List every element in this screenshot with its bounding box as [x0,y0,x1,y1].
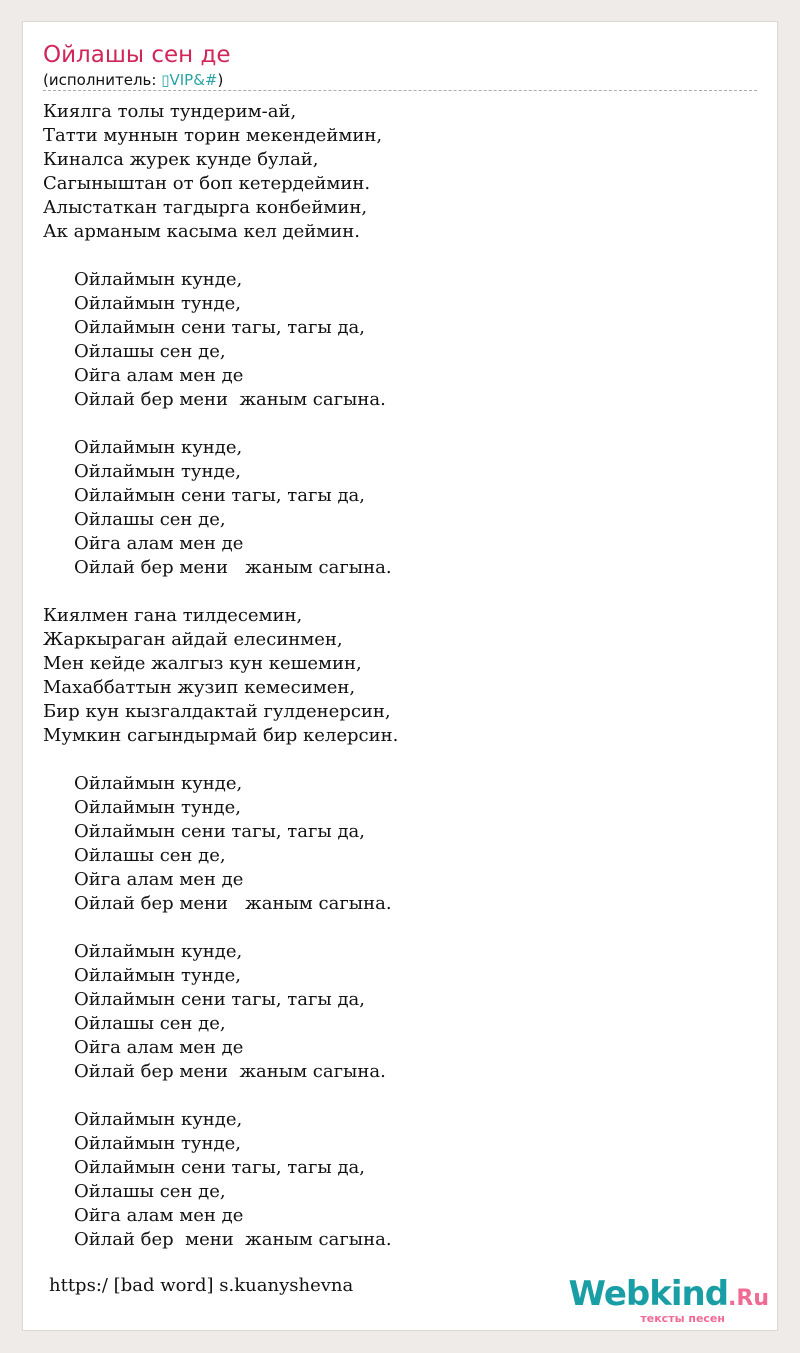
lyric-line: Ойлай бер мени жаным сагына. [74,557,392,578]
chorus-stanza [43,268,398,412]
logo-wordmark [569,1276,769,1312]
lyric-line: Ойлай бер мени жаным сагына. [74,389,386,410]
lyric-line: Мен кейде жалгыз кун кешемин, [43,653,362,674]
lyric-line: Ойлаймын кунде, [74,773,243,794]
lyric-line: Ойлашы сен де, [74,1013,226,1034]
logo-tagline: тексты песен [640,1312,725,1325]
lyric-line: Бир кун кызгалдактай гулденерсин, [43,701,391,722]
lyric-line: Ойлай бер мени жаным сагына. [74,1061,386,1082]
lyric-line: Ойлашы сен де, [74,341,226,362]
artist-line [43,72,223,89]
lyric-line: Ойлаймын тунде, [74,965,241,986]
lyric-line: Ойлашы сен де, [74,1181,226,1202]
divider [43,90,757,91]
lyric-line: Махаббаттын жузип кемесимен, [43,677,356,698]
lyric-line: Ойлаймын кунде, [74,1109,243,1130]
chorus-stanza [43,1108,398,1252]
lyric-line: Алыстаткан тагдырга конбеймин, [43,197,368,218]
lyric-line: Ойга алам мен де [74,365,244,386]
lyric-line: Ойлаймын тунде, [74,461,241,482]
webkind-logo[interactable] [569,1276,769,1326]
artist-link[interactable]: ▯VIP&# [161,71,218,89]
lyric-line: Ойлаймын тунде, [74,293,241,314]
lyric-line: Ойлаймын сени тагы, тагы да, [74,485,366,506]
lyrics-text [43,100,398,1276]
lyric-line: Ойлаймын сени тагы, тагы да, [74,317,366,338]
lyric-line: Ойга алам мен де [74,1037,244,1058]
lyric-line: Ойлаймын тунде, [74,1133,241,1154]
verse-stanza [43,604,398,748]
artist-prefix: (исполнитель: [43,71,162,89]
lyrics-card [22,21,778,1331]
lyric-line: Киялга толы тундерим-ай, [43,101,297,122]
lyric-line: Ойлай бер мени жаным сагына. [74,1229,392,1250]
lyric-line: Ойга алам мен де [74,1205,244,1226]
lyric-line: Киналса журек кунде булай, [43,149,319,170]
lyric-line: Ойлаймын кунде, [74,437,243,458]
lyric-line: Ойга алам мен де [74,869,244,890]
lyric-line: Киялмен гана тилдесемин, [43,605,303,626]
lyric-line: Ойлаймын сени тагы, тагы да, [74,989,366,1010]
lyric-line: Татти муннын торин мекендеймин, [43,125,383,146]
lyric-line: Мумкин сагындырмай бир келерсин. [43,725,399,746]
chorus-stanza [43,940,398,1084]
lyric-line: Ойлаймын сени тагы, тагы да, [74,1157,366,1178]
lyric-line: Ойлашы сен де, [74,845,226,866]
chorus-stanza [43,436,398,580]
lyric-line: Ойлаймын сени тагы, тагы да, [74,821,366,842]
lyric-line: Ойлашы сен де, [74,509,226,530]
chorus-stanza [43,772,398,916]
lyric-line: Ойлаймын тунде, [74,797,241,818]
verse-stanza [43,100,398,244]
source-text: https:/ [bad word] s.kuanyshevna [49,1275,354,1296]
lyric-line: Ойлаймын кунде, [74,269,243,290]
lyric-line: Ойлаймын кунде, [74,941,243,962]
lyric-line: Ойлай бер мени жаным сагына. [74,893,392,914]
lyric-line: Ойга алам мен де [74,533,244,554]
artist-suffix: ) [217,71,224,89]
lyric-line: Жаркыраган айдай елесинмен, [43,629,343,650]
song-title: Ойлашы сен де [43,42,231,68]
logo-main: Webkind [568,1274,729,1314]
lyric-line: Сагыныштан от боп кетердеймин. [43,173,371,194]
lyric-line: Ак арманым касыма кел деймин. [43,221,360,242]
logo-tld: .Ru [728,1286,769,1311]
